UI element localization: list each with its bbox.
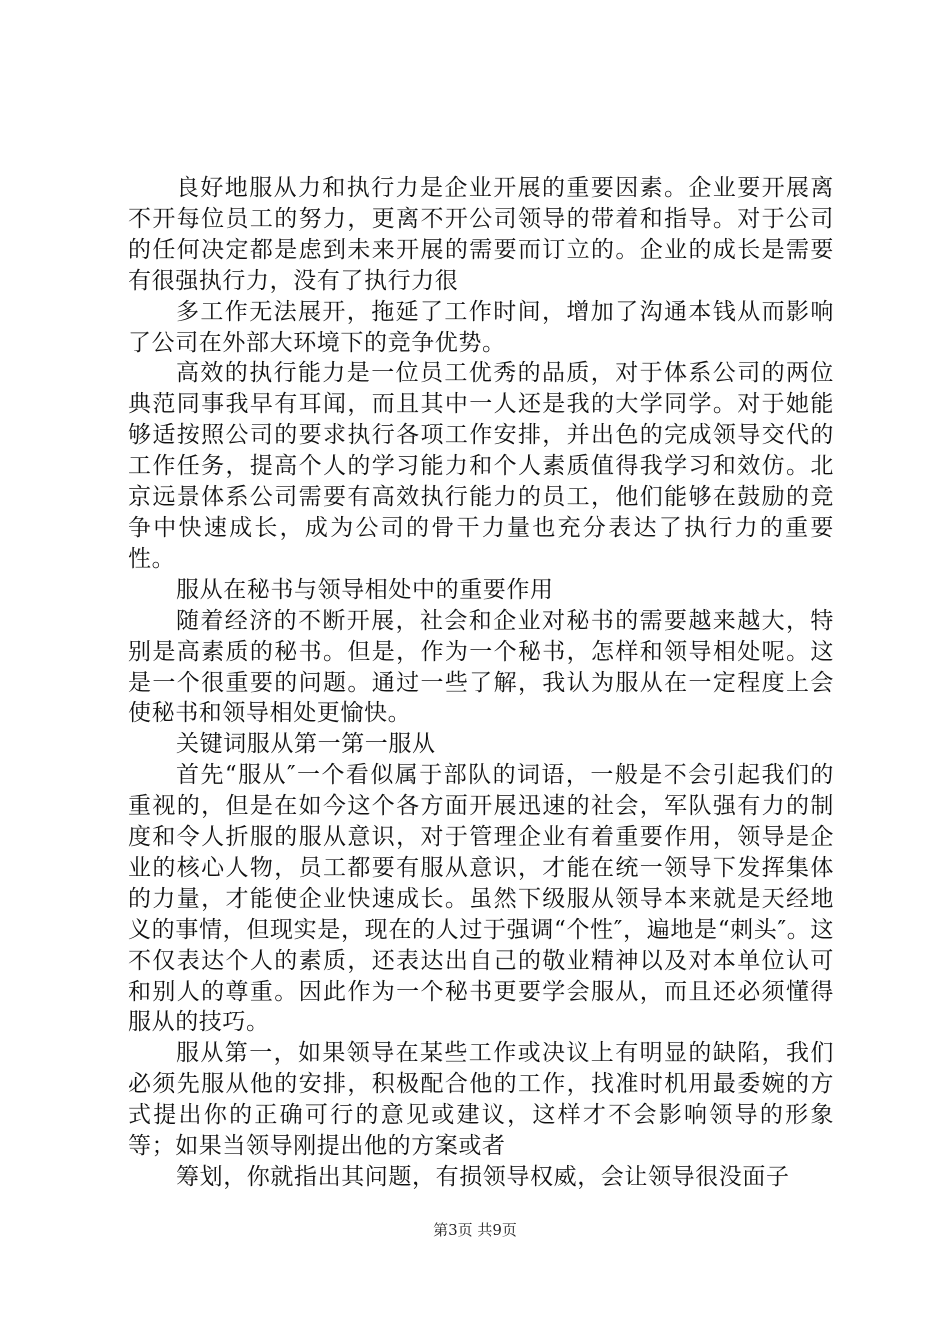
paragraph: 服从第一，如果领导在某些工作或决议上有明显的缺陷，我们必须先服从他的安排，积极配合他的工作，找准时机用最委婉的方式提出你的正确可行的意见或建议，这样才不会影响领导的形象等；如果当领导刚提出他的方案或者 (128, 1040, 834, 1160)
document-body (128, 173, 834, 1193)
paragraph: 多工作无法展开，拖延了工作时间，增加了沟通本钱从而影响了公司在外部大环境下的竞争优势。 (128, 298, 834, 356)
keywords-line: 关键词服从第一第一服从 (176, 731, 436, 758)
section-heading: 服从在秘书与领导相处中的重要作用 (176, 576, 554, 603)
paragraph: 良好地服从力和执行力是企业开展的重要因素。企业要开展离不开每位员工的努力，更离不开公司领导的带着和指导。对于公司的任何决定都是虑到未来开展的需要而订立的。企业的成长是需要有很强执行力，没有了执行力很 (128, 175, 834, 294)
paragraph: 高效的执行能力是一位员工优秀的品质，对于体系公司的两位典范同事我早有耳闻，而且其中一人还是我的大学同学。对于她能够适按照公司的要求执行各项工作安排，并出色的完成领导交代的工作任务，提高个人的学习能力和个人素质值得我学习和效仿。北京远景体系公司需要有高效执行能力的员工，他们能够在鼓励的竞争中快速成长，成为公司的骨干力量也充分表达了执行力的重要性。 (128, 360, 834, 572)
page-number-footer: 第3页 共9页 (433, 1221, 517, 1239)
paragraph: 首先“服从″一个看似属于部队的词语，一般是不会引起我们的重视的，但是在如今这个各方面开展迅速的社会，军队强有力的制度和令人折服的服从意识，对于管理企业有着重要作用，领导是企业的核心人物，员工都要有服从意识，才能在统一领导下发挥集体的力量，才能使企业快速成长。虽然下级服从领导本来就是天经地义的事情，但现实是，现在的人过于强调“个性″，遍地是“刺头″。这不仅表达个人的素质，还表达出自己的敬业精神以及对本单位认可和别人的尊重。因此作为一个秘书更要学会服从，而且还必须懂得服从的技巧。 (128, 762, 834, 1036)
paragraph: 筹划，你就指出其问题，有损领导权威，会让领导很没面子 (176, 1164, 790, 1190)
paragraph: 随着经济的不断开展，社会和企业对秘书的需要越来越大，特别是高素质的秘书。但是，作为一个秘书，怎样和领导相处呢。这是一个很重要的问题。通过一些了解，我认为服从在一定程度上会使秘书和领导相处更愉快。 (128, 607, 834, 727)
